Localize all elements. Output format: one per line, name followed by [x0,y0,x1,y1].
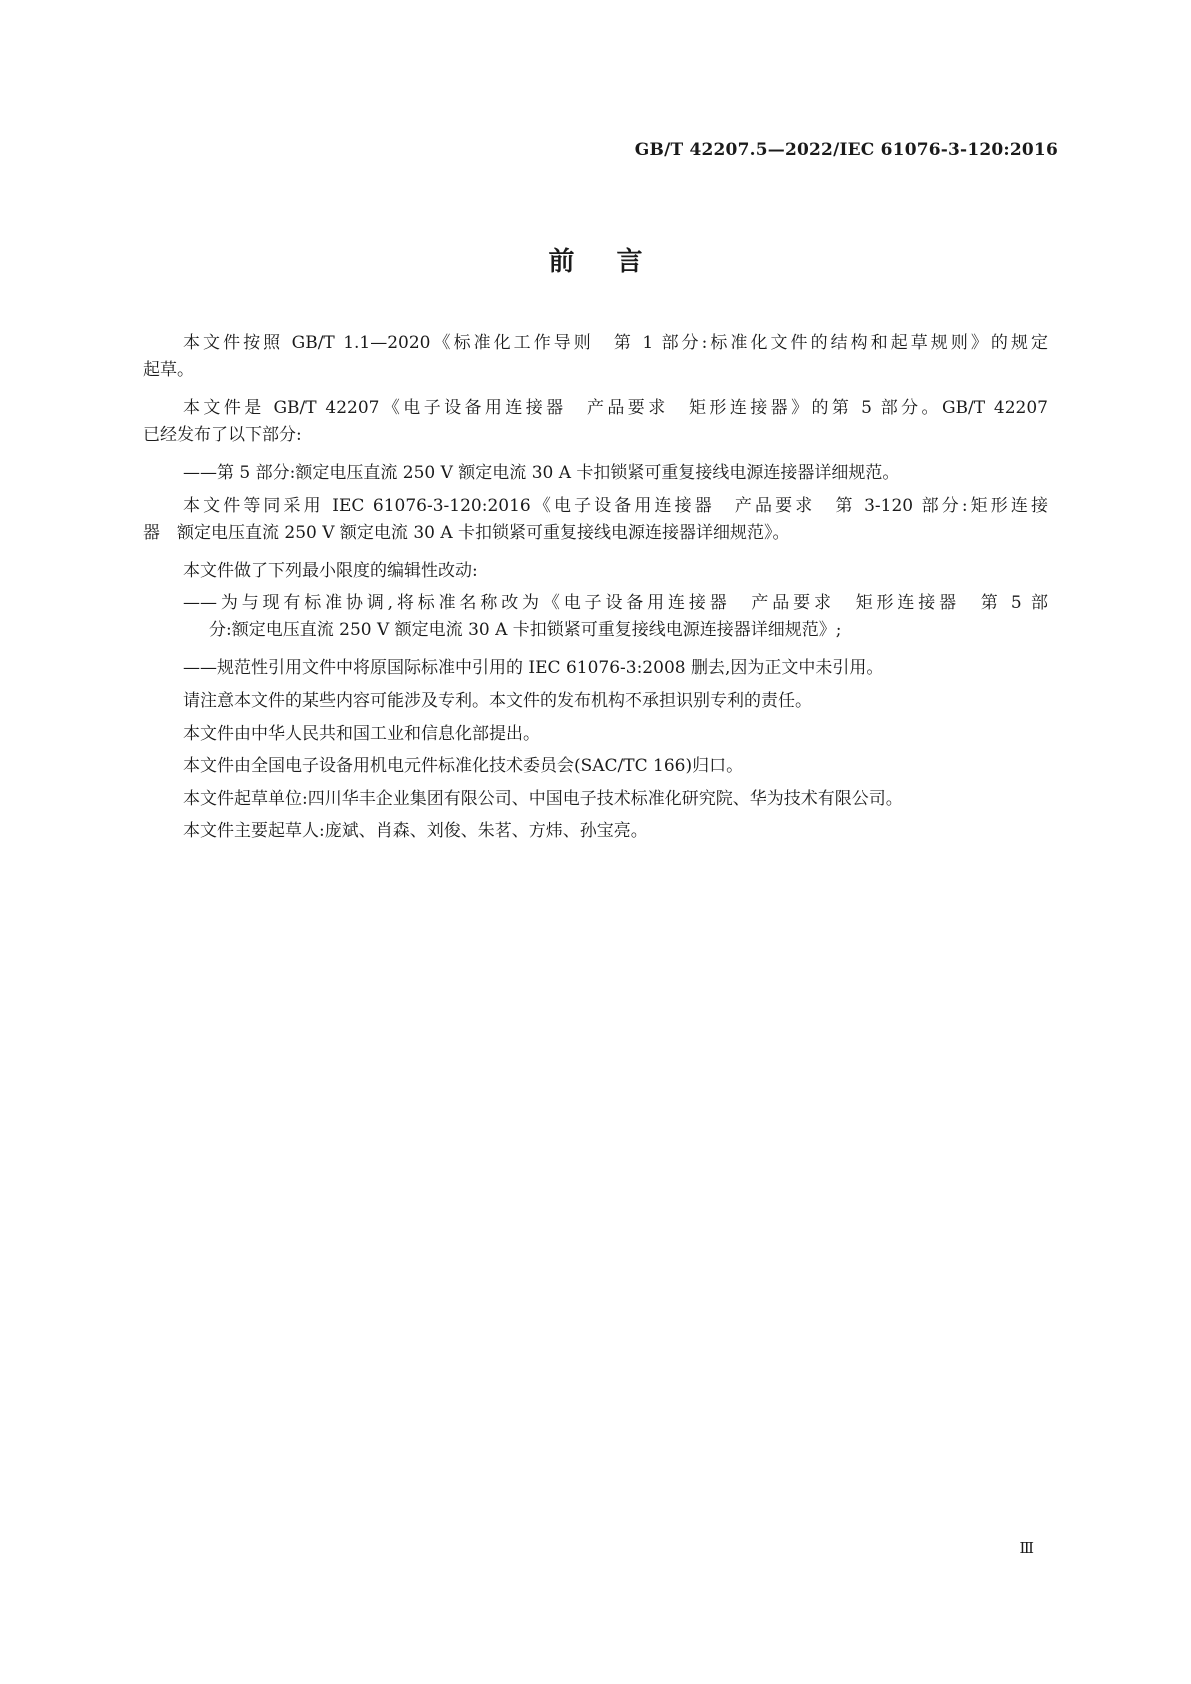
paragraph-line: 本文件由全国电子设备用机电元件标准化技术委员会(SAC/TC 166)归口。 [183,756,744,776]
paragraph-line: 本文件是 GB/T 42207《电子设备用连接器 产品要求 矩形连接器》的第 5 部分。GB/T 42207 [183,398,1048,418]
list-item: ——规范性引用文件中将原国际标准中引用的 IEC 61076-3:2008 删去,因为正文中未引用。 [183,658,884,678]
paragraph-line: 器 额定电压直流 250 V 额定电流 30 A 卡扣锁紧可重复接线电源连接器详细规范》。 [143,523,790,543]
paragraph-line: 本文件做了下列最小限度的编辑性改动: [183,561,478,581]
paragraph-line: 起草。 [143,360,194,380]
list-item: 分:额定电压直流 250 V 额定电流 30 A 卡扣锁紧可重复接线电源连接器详细规范》; [209,620,842,640]
list-item: ——为与现有标准协调,将标准名称改为《电子设备用连接器 产品要求 矩形连接器 第 5 部 [183,593,1048,613]
page-title: 前言 [548,247,685,277]
paragraph-line: 本文件起草单位:四川华丰企业集团有限公司、中国电子技术标准化研究院、华为技术有限公司。 [183,789,903,809]
paragraph-line: 已经发布了以下部分: [143,425,302,445]
paragraph-line: 本文件由中华人民共和国工业和信息化部提出。 [183,724,540,744]
paragraph-line: 请注意本文件的某些内容可能涉及专利。本文件的发布机构不承担识别专利的责任。 [183,691,812,711]
paragraph-line: 本文件等同采用 IEC 61076-3-120:2016《电子设备用连接器 产品要求 第 3-120 部分:矩形连接 [183,496,1048,516]
paragraph-line: 本文件主要起草人:庞斌、肖森、刘俊、朱茗、方炜、孙宝亮。 [183,821,648,841]
paragraph-line: 本文件按照 GB/T 1.1—2020《标准化工作导则 第 1 部分:标准化文件的结构和起草规则》的规定 [183,333,1048,353]
list-item: ——第 5 部分:额定电压直流 250 V 额定电流 30 A 卡扣锁紧可重复接线电源连接器详细规范。 [183,463,900,483]
page-number: Ⅲ [1019,1539,1034,1557]
document-code: GB/T 42207.5—2022/IEC 61076-3-120:2016 [634,140,1058,160]
